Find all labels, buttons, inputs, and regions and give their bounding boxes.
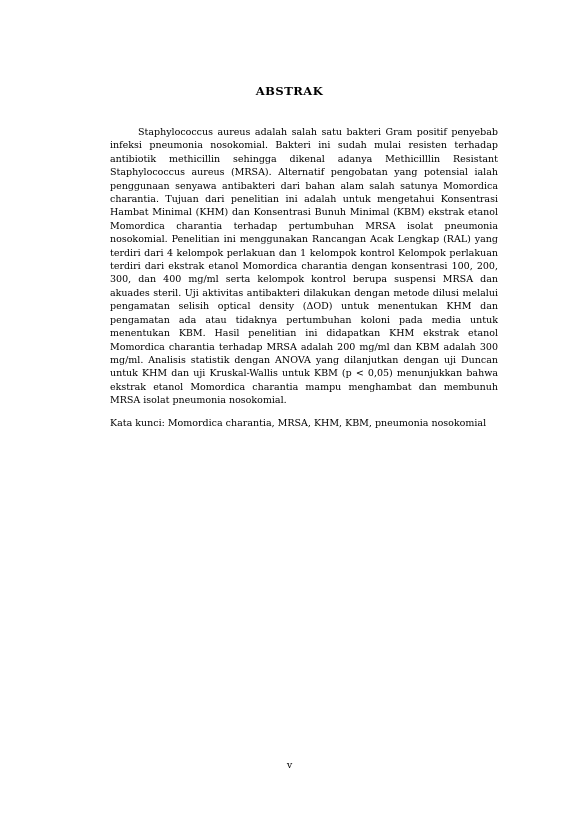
abstract-title: ABSTRAK <box>255 84 324 98</box>
keywords-line: Kata kunci: Momordica charantia, MRSA, KHM, KBM, pneumonia nosokomial <box>110 418 487 429</box>
abstract-body: Staphylococcus aureus adalah salah satu bakteri Gram positif penyebab infeksi pneumonia nosokomial. Bakteri ini sudah mulai resisten terhadap antibiotik methicillin sehingga dikenal adanya Methicilllin Resistant Staphylococcus aureus (MRSA). Alternatif pengobatan yang potensial ialah penggunaan senyawa antibakteri dari bahan alam salah satunya Momordica charantia. Tujuan dari penelitian ini adalah untuk mengetahui Konsentrasi Hambat Minimal (KHM) dan Konsentrasi Bunuh Minimal (KBM) ekstrak etanol Momordica charantia terhadap pertumbuhan MRSA isolat pneumonia nosokomial. Penelitian ini menggunakan Rancangan Acak Lengkap (RAL) yang terdiri dari 4 kelompok perlakuan dan 1 kelompok kontrol Kelompok perlakuan terdiri dari ekstrak etanol Momordica charantia dengan konsentrasi 100, 200, 300, dan 400 mg/ml serta kelompok kontrol berupa suspensi MRSA dan akuades steril. Uji aktivitas antibakteri dilakukan dengan metode dilusi melalui pengamatan selisih optical density (ΔOD) untuk menentukan KHM dan pengamatan ada atau tidaknya pertumbuhan koloni pada media untuk menentukan KBM. Hasil penelitian ini didapatkan KHM ekstrak etanol Momordica charantia terhadap MRSA adalah 200 mg/ml dan KBM adalah 300 mg/ml. Analisis statistik dengan ANOVA yang dilanjutkan dengan uji Duncan untuk KHM dan uji Kruskal-Wallis untuk KBM (p < 0,05) menunjukkan bahwa ekstrak etanol Momordica charantia mampu menghambat dan membunuh MRSA isolat pneumonia nosokomial. <box>110 127 498 407</box>
page-number: v <box>286 760 293 771</box>
